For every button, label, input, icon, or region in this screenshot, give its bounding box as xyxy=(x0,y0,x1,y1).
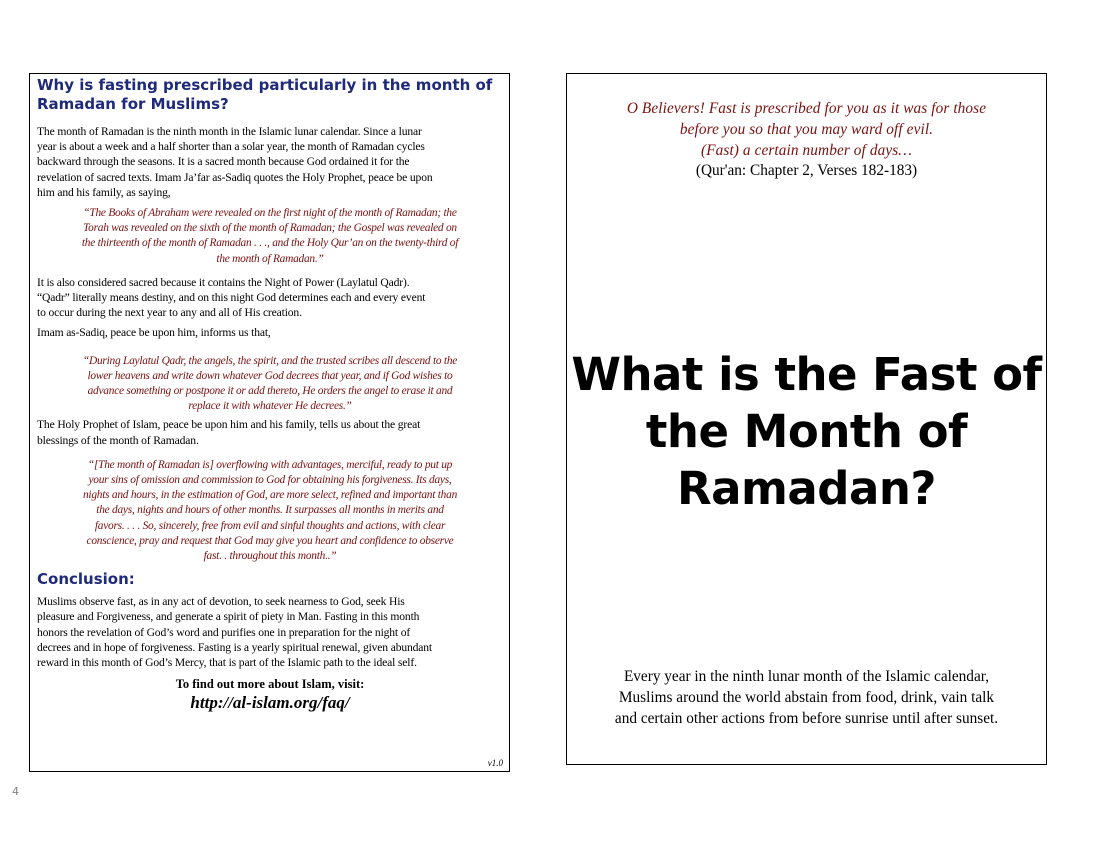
paragraph-line: Muslims observe fast, as in any act of devotion, to seek nearness to God, seek His xyxy=(37,595,405,609)
paragraph-line: year is about a week and a half shorter than a solar year, the month of Ramadan cycles xyxy=(37,140,425,154)
verse-line: (Fast) a certain number of days… xyxy=(701,142,912,159)
ramadan-month-paragraph xyxy=(37,124,503,200)
paragraph-line: him and his family, as saying, xyxy=(37,185,171,199)
cover-title xyxy=(567,346,1046,517)
intro-line: and certain other actions from before sunrise until after sunset. xyxy=(614,710,999,727)
intro-paragraph xyxy=(567,666,1046,729)
paragraph-line: backward through the seasons. It is a sacred month because God ordained it for the xyxy=(37,155,410,169)
quote-line: “The Books of Abraham were revealed on the first night of the month of Ramadan; the xyxy=(83,207,457,220)
quote-line: the thirteenth of the month of Ramadan . . ., and the Holy Qur’an on the twenty-third of xyxy=(81,237,459,250)
paragraph-line: blessings of the month of Ramadan. xyxy=(37,433,199,447)
quote-line: the days, nights and hours of other months. It surpasses all months in merits and xyxy=(96,504,444,517)
paragraph-line: pleasure and Forgiveness, and generate a spirit of piety in Man. Fasting in this month xyxy=(37,610,420,624)
verse-citation: (Qur'an: Chapter 2, Verses 182-183) xyxy=(695,162,918,179)
paragraph-line: decrees and in hope of forgiveness. Fasting is a yearly spiritual renewal, given abundant xyxy=(37,640,432,654)
quote-line: replace it with whatever He decrees.” xyxy=(188,400,352,413)
laylatul-qadr-quote xyxy=(37,354,503,415)
holy-prophet-paragraph xyxy=(37,417,503,447)
paragraph-line: The Holy Prophet of Islam, peace be upon him and his family, tells us about the great xyxy=(37,418,421,432)
title-line: Ramadan? xyxy=(677,462,936,515)
paragraph-line: honors the revelation of God’s word and purifies one in preparation for the night of xyxy=(37,625,411,639)
quote-line: advance something or postpone it or add thereto, He orders the angel to erase it and xyxy=(87,385,453,398)
quran-verse xyxy=(567,98,1046,161)
quote-line: your sins of omission and commission to God for obtaining his forgiveness. Its days, xyxy=(88,474,452,487)
books-revealed-quote xyxy=(37,206,503,267)
paragraph-line: “Qadr” literally means destiny, and on this night God determines each and every event xyxy=(37,291,426,305)
quote-line: “[The month of Ramadan is] overflowing with advantages, merciful, ready to put up xyxy=(87,458,453,471)
why-fasting-heading: Why is fasting prescribed particularly in the month of Ramadan for Muslims? xyxy=(37,76,493,113)
quote-line: fast. . throughout this month..” xyxy=(203,550,337,563)
title-line: What is the Fast of xyxy=(571,348,1042,401)
verse-line: before you so that you may ward off evil. xyxy=(679,121,934,138)
quote-line: “During Laylatul Qadr, the angels, the spirit, and the trusted scribes all descend to the xyxy=(82,354,458,367)
conclusion-paragraph xyxy=(37,594,503,670)
night-of-power-paragraph xyxy=(37,275,503,321)
quote-line: nights and hours, in the estimation of God, are more select, refined and important than xyxy=(82,489,458,502)
quote-line: Torah was revealed on the sixth of the month of Ramadan; the Gospel was revealed on xyxy=(83,222,457,235)
paragraph-line: It is also considered sacred because it contains the Night of Power (Laylatul Qadr). xyxy=(37,275,410,289)
quote-line: conscience, pray and request that God may give you heart and confidence to observe xyxy=(86,534,454,547)
al-islam-faq-link[interactable]: http://al-islam.org/faq/ xyxy=(190,693,350,713)
intro-line: Muslims around the world abstain from food, drink, vain talk xyxy=(618,689,995,706)
quote-line: favors. . . . So, sincerely, free from evil and sinful thoughts and actions, with clear xyxy=(94,519,446,532)
back-panel xyxy=(29,73,510,772)
imam-sadiq-intro: Imam as-Sadiq, peace be upon him, informs us that, xyxy=(37,326,271,340)
title-line: the Month of xyxy=(645,405,968,458)
intro-line: Every year in the ninth lunar month of the Islamic calendar, xyxy=(623,668,990,685)
page-number: 4 xyxy=(12,785,19,798)
blessings-quote xyxy=(37,458,503,564)
paragraph-line: to occur during the next year to any and all of His creation. xyxy=(37,306,302,320)
conclusion-heading: Conclusion: xyxy=(37,570,135,589)
cover-panel xyxy=(566,73,1047,765)
paragraph-line: reward in this month of God’s Mercy, that is part of the Islamic path to the ideal self. xyxy=(37,656,417,670)
quote-line: the month of Ramadan.” xyxy=(216,252,324,265)
find-out-more-text: To find out more about Islam, visit: xyxy=(175,677,365,692)
version-label: v1.0 xyxy=(487,758,503,768)
paragraph-line: revelation of sacred texts. Imam Ja’far as-Sadiq quotes the Holy Prophet, peace be upon xyxy=(37,170,433,184)
quote-line: lower heavens and write down whatever God decrees that year, and if God wishes to xyxy=(87,369,453,382)
verse-line: O Believers! Fast is prescribed for you as it was for those xyxy=(626,100,987,117)
paragraph-line: The month of Ramadan is the ninth month in the Islamic lunar calendar. Since a lunar xyxy=(37,125,422,138)
